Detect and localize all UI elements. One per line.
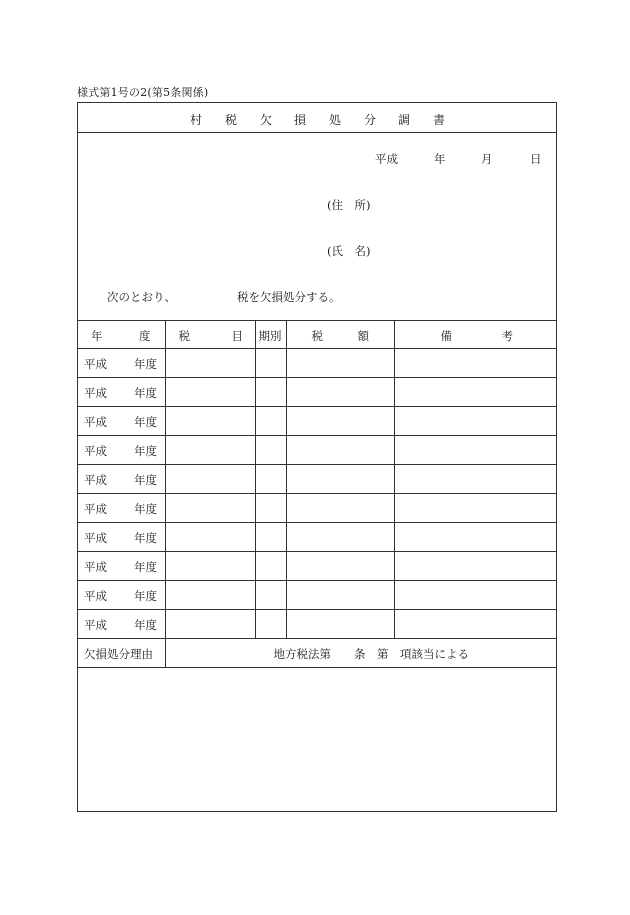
remarks-cell[interactable] — [394, 436, 556, 465]
address-label: (住 所) — [327, 198, 371, 212]
table-row — [78, 349, 556, 378]
amount-cell[interactable] — [286, 378, 394, 407]
period-cell[interactable] — [255, 349, 286, 378]
table-row — [78, 610, 556, 639]
notes-area[interactable] — [78, 666, 556, 811]
tax-item-cell[interactable] — [165, 581, 255, 610]
reason-label-cell — [78, 639, 165, 668]
remarks-cell[interactable] — [394, 407, 556, 436]
fiscal-year-cell: 平成 年度 — [78, 465, 165, 494]
header-remarks: 備 考 — [394, 320, 556, 349]
amount-cell[interactable] — [286, 581, 394, 610]
title-char: 調 — [398, 113, 411, 127]
title-char: 税 — [225, 113, 238, 127]
amount-cell[interactable] — [286, 494, 394, 523]
date-day-unit: 日 — [530, 152, 542, 166]
title-char: 処 — [329, 113, 342, 127]
table-header-row — [78, 320, 556, 349]
fiscal-year-cell: 平成 年度 — [78, 436, 165, 465]
remarks-cell[interactable] — [394, 581, 556, 610]
title-char: 分 — [364, 113, 377, 127]
fiscal-year-cell: 平成 年度 — [78, 407, 165, 436]
form-frame — [77, 102, 557, 812]
title-char: 欠 — [260, 113, 273, 127]
tax-item-cell[interactable] — [165, 436, 255, 465]
remarks-cell[interactable] — [394, 552, 556, 581]
tax-item-cell[interactable] — [165, 349, 255, 378]
remarks-cell[interactable] — [394, 465, 556, 494]
period-cell[interactable] — [255, 465, 286, 494]
fiscal-year-cell: 平成 年度 — [78, 610, 165, 639]
tax-item-cell[interactable] — [165, 494, 255, 523]
table-row — [78, 436, 556, 465]
table-row — [78, 465, 556, 494]
title-char: 書 — [433, 113, 446, 127]
amount-cell[interactable] — [286, 407, 394, 436]
fiscal-year-cell: 平成 年度 — [78, 378, 165, 407]
period-cell[interactable] — [255, 523, 286, 552]
header-section — [78, 132, 556, 321]
reason-text: 地方税法第 条 第 項該当による — [273, 647, 469, 661]
form-title — [78, 103, 556, 133]
period-cell[interactable] — [255, 407, 286, 436]
amount-cell[interactable] — [286, 349, 394, 378]
amount-cell[interactable] — [286, 465, 394, 494]
table-row — [78, 523, 556, 552]
remarks-cell[interactable] — [394, 494, 556, 523]
fiscal-year-cell: 平成 年度 — [78, 581, 165, 610]
amount-cell[interactable] — [286, 552, 394, 581]
tax-item-cell[interactable] — [165, 552, 255, 581]
period-cell[interactable] — [255, 552, 286, 581]
remarks-cell[interactable] — [394, 610, 556, 639]
fiscal-year-cell: 平成 年度 — [78, 349, 165, 378]
header-amount: 税 額 — [286, 320, 394, 349]
period-cell[interactable] — [255, 610, 286, 639]
header-period: 期別 — [255, 320, 286, 349]
tax-item-cell[interactable] — [165, 378, 255, 407]
fiscal-year-cell: 平成 年度 — [78, 552, 165, 581]
remarks-cell[interactable] — [394, 378, 556, 407]
tax-item-cell[interactable] — [165, 465, 255, 494]
tax-item-cell[interactable] — [165, 610, 255, 639]
name-label: (氏 名) — [327, 244, 371, 258]
statement-prefix: 次のとおり、 — [107, 290, 176, 304]
date-month-unit: 月 — [481, 152, 493, 166]
form-caption: 様式第1号の2(第5条関係) — [77, 86, 209, 99]
remarks-cell[interactable] — [394, 523, 556, 552]
title-char: 村 — [190, 113, 203, 127]
title-char: 損 — [294, 113, 307, 127]
table-row — [78, 494, 556, 523]
header-tax-item: 税 目 — [165, 320, 255, 349]
fiscal-year-cell: 平成 年度 — [78, 523, 165, 552]
reason-text-cell[interactable] — [165, 639, 556, 668]
tax-item-cell[interactable] — [165, 523, 255, 552]
amount-cell[interactable] — [286, 523, 394, 552]
fiscal-year-cell: 平成 年度 — [78, 494, 165, 523]
period-cell[interactable] — [255, 436, 286, 465]
amount-cell[interactable] — [286, 436, 394, 465]
disposition-table — [78, 320, 556, 668]
table-row — [78, 581, 556, 610]
date-era: 平成 — [375, 152, 398, 166]
header-year: 年 度 — [78, 320, 165, 349]
remarks-cell[interactable] — [394, 349, 556, 378]
reason-label: 欠損処分理由 — [84, 647, 153, 661]
period-cell[interactable] — [255, 378, 286, 407]
table-row — [78, 552, 556, 581]
reason-row — [78, 639, 556, 668]
period-cell[interactable] — [255, 581, 286, 610]
amount-cell[interactable] — [286, 610, 394, 639]
period-cell[interactable] — [255, 494, 286, 523]
statement-suffix: 税を欠損処分する。 — [237, 290, 341, 304]
date-year-unit: 年 — [434, 152, 446, 166]
tax-item-cell[interactable] — [165, 407, 255, 436]
table-row — [78, 407, 556, 436]
table-row — [78, 378, 556, 407]
